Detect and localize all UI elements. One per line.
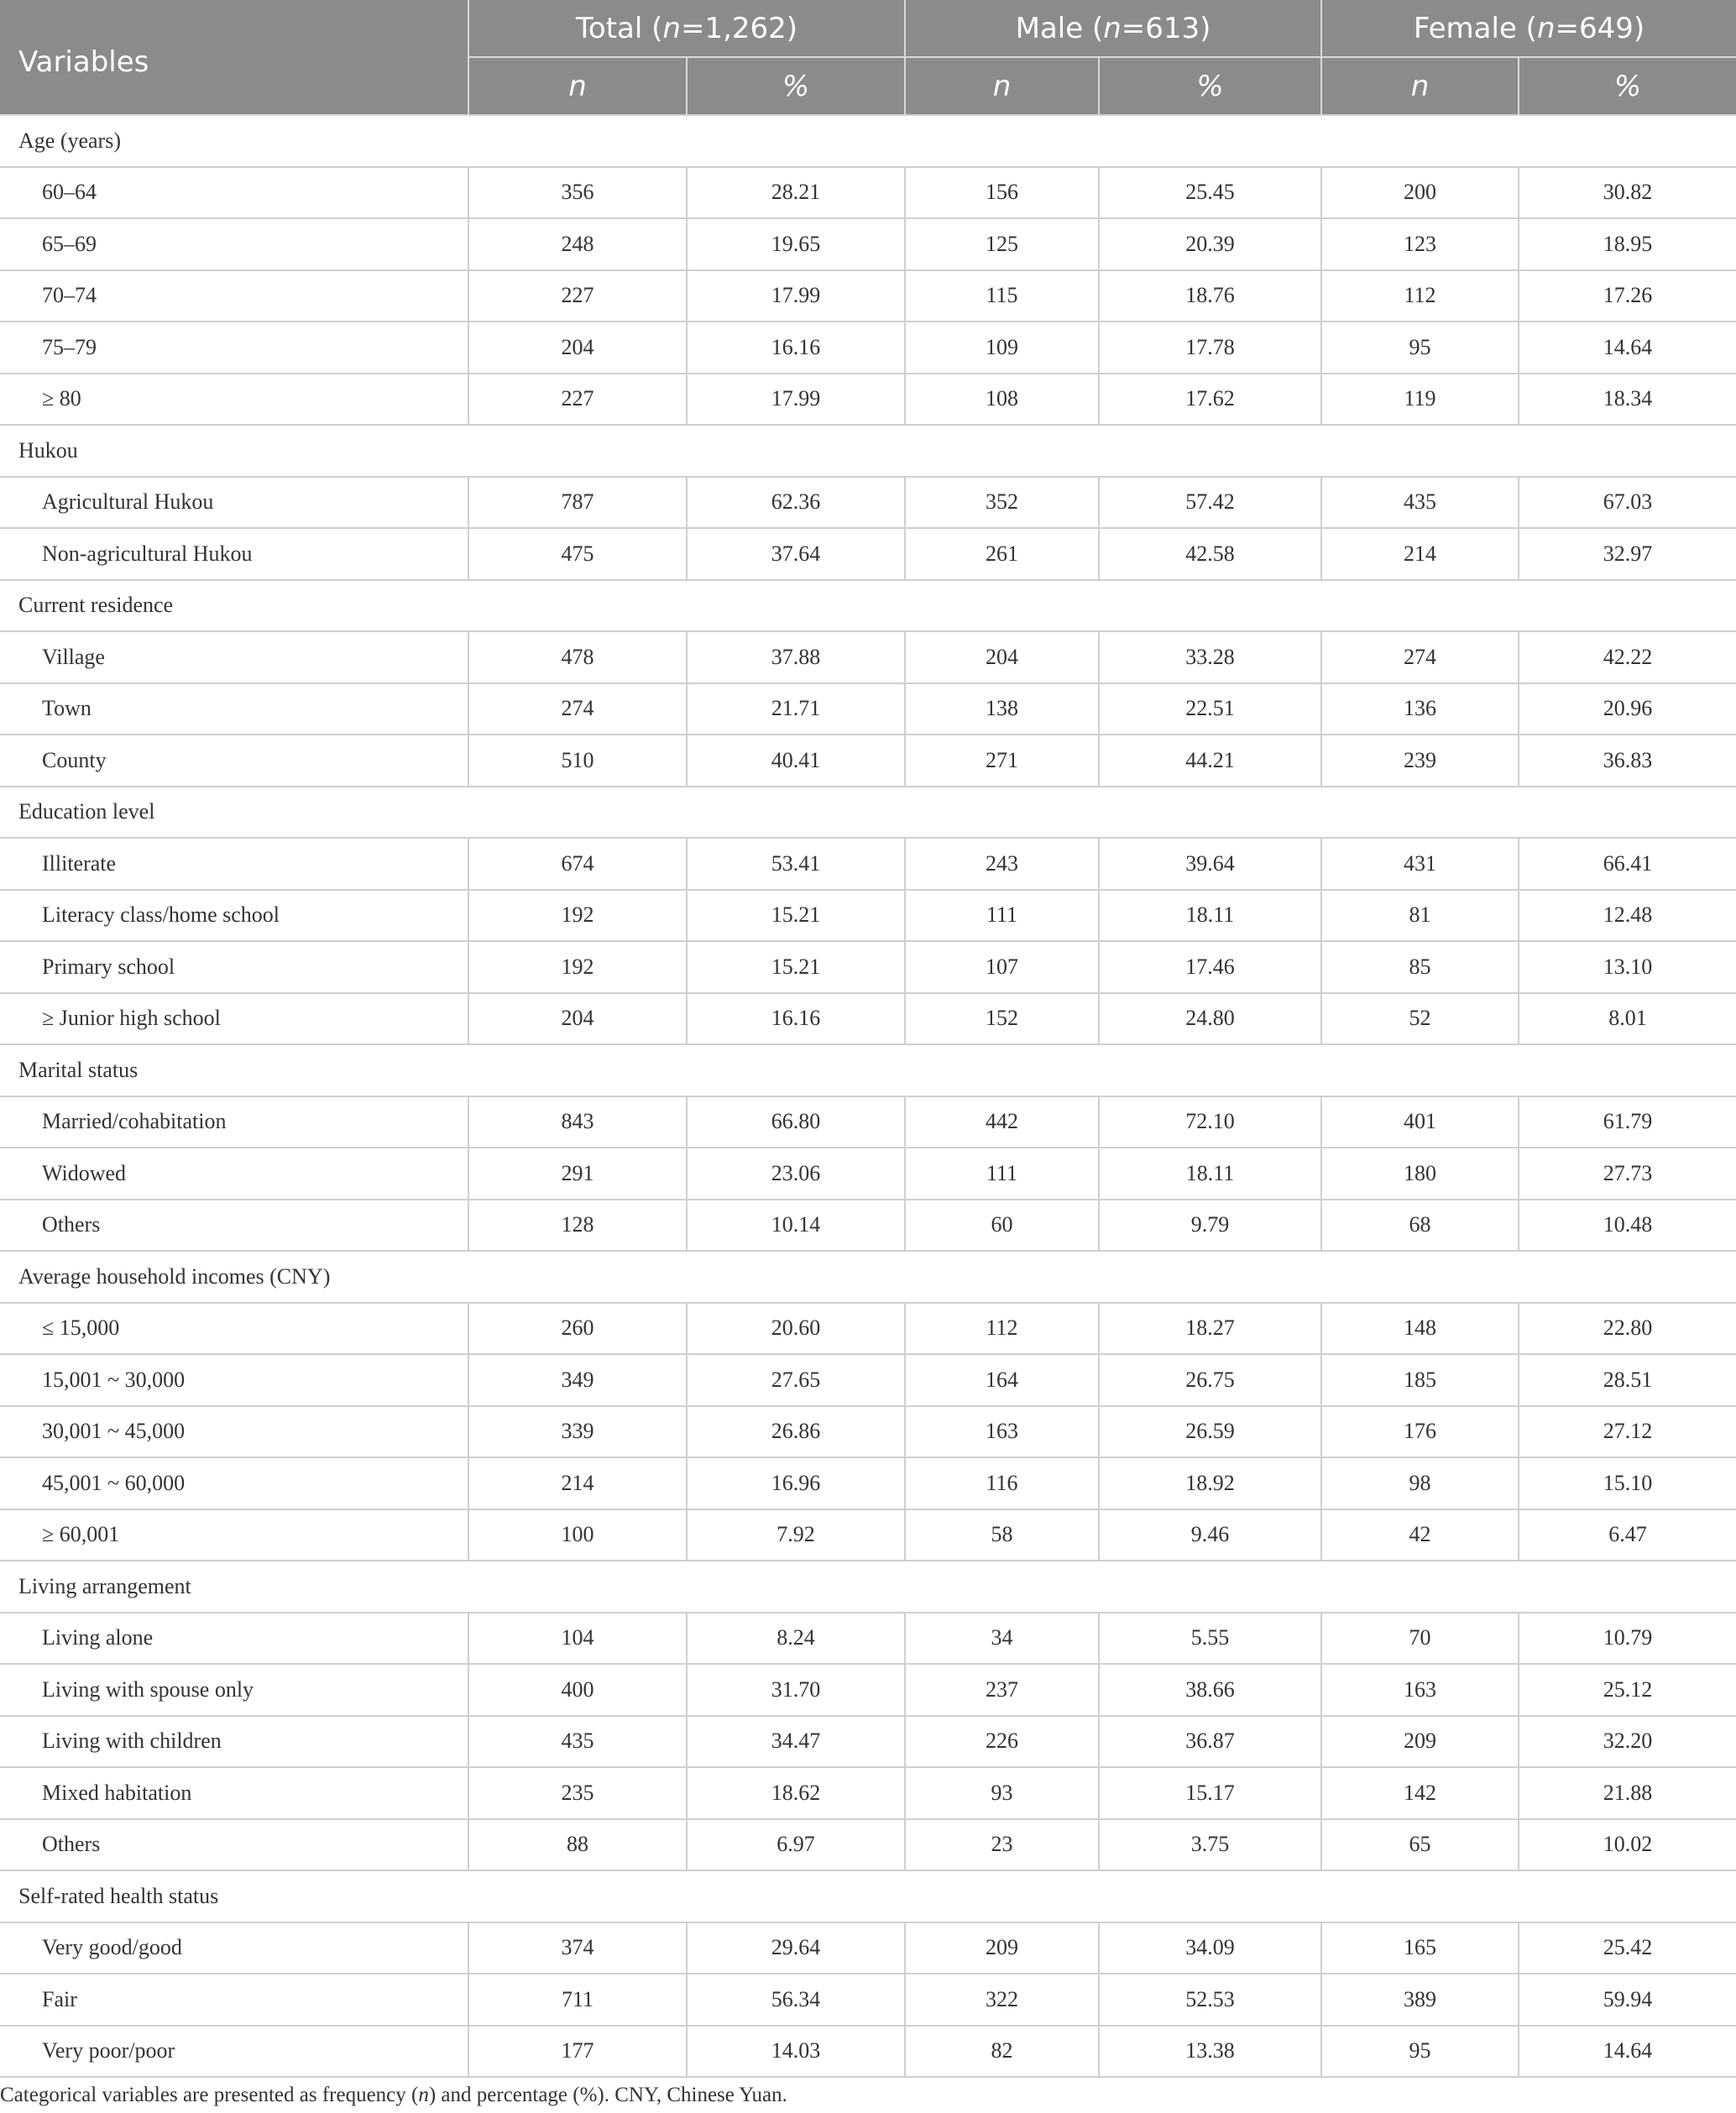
- table-cell: 13.10: [1519, 941, 1736, 993]
- table-row: [0, 1148, 1736, 1200]
- table-cell: 22.80: [1519, 1303, 1736, 1355]
- table-cell: 61.79: [1519, 1096, 1736, 1148]
- subheader-male-n: n: [905, 57, 1099, 115]
- table-cell: 10.48: [1519, 1200, 1736, 1252]
- row-label: ≥ Junior high school: [0, 993, 468, 1045]
- table-cell: 339: [468, 1406, 687, 1458]
- table-cell: 108: [905, 374, 1099, 426]
- male-header: Male (n=613): [905, 0, 1321, 57]
- row-label: Living with children: [0, 1716, 468, 1768]
- table-cell: 431: [1321, 838, 1519, 890]
- table-cell: 5.55: [1099, 1613, 1321, 1665]
- table-cell: 56.34: [687, 1974, 905, 2026]
- table-cell: 156: [905, 167, 1099, 219]
- table-cell: 243: [905, 838, 1099, 890]
- table-cell: 16.96: [687, 1457, 905, 1509]
- table-row: [0, 1457, 1736, 1509]
- table-cell: 107: [905, 941, 1099, 993]
- table-cell: 19.65: [687, 218, 905, 270]
- table-cell: 20.60: [687, 1303, 905, 1355]
- table-cell: 26.59: [1099, 1406, 1321, 1458]
- row-label: Primary school: [0, 941, 468, 993]
- table-cell: 24.80: [1099, 993, 1321, 1045]
- table-cell: 18.76: [1099, 270, 1321, 322]
- table-cell: 34: [905, 1613, 1099, 1665]
- table-cell: 88: [468, 1819, 687, 1871]
- table-cell: 374: [468, 1922, 687, 1974]
- table-cell: 15.21: [687, 941, 905, 993]
- table-cell: 115: [905, 270, 1099, 322]
- subheader-male-pct: %: [1099, 57, 1321, 115]
- section-row: [0, 1870, 1736, 1922]
- table-cell: 9.46: [1099, 1509, 1321, 1561]
- table-row: [0, 1922, 1736, 1974]
- table-cell: 152: [905, 993, 1099, 1045]
- row-label: 70–74: [0, 270, 468, 322]
- table-cell: 32.20: [1519, 1716, 1736, 1768]
- table-cell: 34.09: [1099, 1922, 1321, 1974]
- table-cell: 3.75: [1099, 1819, 1321, 1871]
- table-cell: 104: [468, 1613, 687, 1665]
- table-cell: 227: [468, 270, 687, 322]
- row-label: Widowed: [0, 1148, 468, 1200]
- table-cell: 111: [905, 1148, 1099, 1200]
- table-cell: 9.79: [1099, 1200, 1321, 1252]
- table-row: [0, 270, 1736, 322]
- table-cell: 10.02: [1519, 1819, 1736, 1871]
- table-cell: 111: [905, 890, 1099, 942]
- table-cell: 82: [905, 2026, 1099, 2078]
- table-cell: 843: [468, 1096, 687, 1148]
- row-label: Very good/good: [0, 1922, 468, 1974]
- table-cell: 165: [1321, 1922, 1519, 1974]
- table-cell: 510: [468, 735, 687, 787]
- row-label: Illiterate: [0, 838, 468, 890]
- table-row: [0, 1974, 1736, 2026]
- table-cell: 23: [905, 1819, 1099, 1871]
- table-cell: 25.12: [1519, 1664, 1736, 1716]
- table-row: [0, 683, 1736, 735]
- row-label: 15,001 ~ 30,000: [0, 1354, 468, 1406]
- subheader-total-n: n: [468, 57, 687, 115]
- table-cell: 100: [468, 1509, 687, 1561]
- table-cell: 18.34: [1519, 374, 1736, 426]
- table-cell: 67.03: [1519, 477, 1736, 529]
- table-cell: 15.21: [687, 890, 905, 942]
- table-cell: 42.22: [1519, 631, 1736, 683]
- table-cell: 136: [1321, 683, 1519, 735]
- table-cell: 81: [1321, 890, 1519, 942]
- table-cell: 95: [1321, 322, 1519, 374]
- table-cell: 21.88: [1519, 1767, 1736, 1819]
- table-cell: 10.79: [1519, 1613, 1736, 1665]
- table-cell: 22.51: [1099, 683, 1321, 735]
- table-cell: 15.17: [1099, 1767, 1321, 1819]
- table-row: [0, 1767, 1736, 1819]
- section-row: [0, 425, 1736, 477]
- table-cell: 128: [468, 1200, 687, 1252]
- section-title: Average household incomes (CNY): [0, 1251, 1736, 1303]
- table-cell: 177: [468, 2026, 687, 2078]
- row-label: County: [0, 735, 468, 787]
- table-cell: 68: [1321, 1200, 1519, 1252]
- table-cell: 176: [1321, 1406, 1519, 1458]
- table-cell: 204: [468, 993, 687, 1045]
- table-cell: 478: [468, 631, 687, 683]
- table-cell: 15.10: [1519, 1457, 1736, 1509]
- table-cell: 17.26: [1519, 270, 1736, 322]
- section-title: Living arrangement: [0, 1561, 1736, 1613]
- table-cell: 26.86: [687, 1406, 905, 1458]
- table-row: [0, 1509, 1736, 1561]
- table-cell: 59.94: [1519, 1974, 1736, 2026]
- table-cell: 12.48: [1519, 890, 1736, 942]
- table-cell: 40.41: [687, 735, 905, 787]
- table-cell: 123: [1321, 218, 1519, 270]
- table-cell: 17.99: [687, 270, 905, 322]
- section-row: [0, 580, 1736, 632]
- table-row: [0, 1819, 1736, 1871]
- table-cell: 164: [905, 1354, 1099, 1406]
- table-cell: 65: [1321, 1819, 1519, 1871]
- table-cell: 23.06: [687, 1148, 905, 1200]
- table-cell: 112: [1321, 270, 1519, 322]
- table-cell: 16.16: [687, 322, 905, 374]
- table-cell: 18.11: [1099, 1148, 1321, 1200]
- table-cell: 85: [1321, 941, 1519, 993]
- table-row: [0, 941, 1736, 993]
- section-title: Self-rated health status: [0, 1870, 1736, 1922]
- table-body: [0, 115, 1736, 2077]
- table-cell: 356: [468, 167, 687, 219]
- table-row: [0, 993, 1736, 1045]
- row-label: Very poor/poor: [0, 2026, 468, 2078]
- table-cell: 204: [905, 631, 1099, 683]
- table-row: [0, 477, 1736, 529]
- table-cell: 109: [905, 322, 1099, 374]
- table-cell: 248: [468, 218, 687, 270]
- table-cell: 14.64: [1519, 322, 1736, 374]
- table-cell: 30.82: [1519, 167, 1736, 219]
- table-cell: 401: [1321, 1096, 1519, 1148]
- row-label: Fair: [0, 1974, 468, 2026]
- row-label: Mixed habitation: [0, 1767, 468, 1819]
- total-header: Total (n=1,262): [468, 0, 905, 57]
- table-cell: 352: [905, 477, 1099, 529]
- table-cell: 674: [468, 838, 687, 890]
- table-cell: 274: [468, 683, 687, 735]
- table-cell: 28.51: [1519, 1354, 1736, 1406]
- table-cell: 95: [1321, 2026, 1519, 2078]
- table-cell: 14.03: [687, 2026, 905, 2078]
- table-cell: 389: [1321, 1974, 1519, 2026]
- table-row: [0, 1303, 1736, 1355]
- table-cell: 17.78: [1099, 322, 1321, 374]
- variables-header: Variables: [0, 0, 468, 115]
- section-title: Hukou: [0, 425, 1736, 477]
- table-cell: 125: [905, 218, 1099, 270]
- table-cell: 237: [905, 1664, 1099, 1716]
- row-label: Town: [0, 683, 468, 735]
- table-cell: 260: [468, 1303, 687, 1355]
- section-row: [0, 1044, 1736, 1096]
- table-cell: 27.65: [687, 1354, 905, 1406]
- section-title: Marital status: [0, 1044, 1736, 1096]
- subheader-female-n: n: [1321, 57, 1519, 115]
- table-cell: 29.64: [687, 1922, 905, 1974]
- table-cell: 291: [468, 1148, 687, 1200]
- row-label: 30,001 ~ 45,000: [0, 1406, 468, 1458]
- table-cell: 435: [1321, 477, 1519, 529]
- row-label: Living alone: [0, 1613, 468, 1665]
- table-cell: 226: [905, 1716, 1099, 1768]
- table-cell: 66.41: [1519, 838, 1736, 890]
- table-cell: 28.21: [687, 167, 905, 219]
- table-row: [0, 1354, 1736, 1406]
- row-label: Others: [0, 1200, 468, 1252]
- table-row: [0, 735, 1736, 787]
- table-cell: 25.45: [1099, 167, 1321, 219]
- table-cell: 25.42: [1519, 1922, 1736, 1974]
- table-cell: 180: [1321, 1148, 1519, 1200]
- table-cell: 271: [905, 735, 1099, 787]
- row-label: 65–69: [0, 218, 468, 270]
- table-cell: 26.75: [1099, 1354, 1321, 1406]
- table-cell: 116: [905, 1457, 1099, 1509]
- table-row: [0, 528, 1736, 580]
- row-label: Others: [0, 1819, 468, 1871]
- row-label: 60–64: [0, 167, 468, 219]
- table-cell: 349: [468, 1354, 687, 1406]
- table-row: [0, 322, 1736, 374]
- table-cell: 192: [468, 941, 687, 993]
- table-cell: 57.42: [1099, 477, 1321, 529]
- table-cell: 261: [905, 528, 1099, 580]
- table-row: [0, 218, 1736, 270]
- table-cell: 42: [1321, 1509, 1519, 1561]
- subheader-total-pct: %: [687, 57, 905, 115]
- table-cell: 400: [468, 1664, 687, 1716]
- row-label: ≥ 60,001: [0, 1509, 468, 1561]
- table-cell: 475: [468, 528, 687, 580]
- table-row: [0, 1096, 1736, 1148]
- table-cell: 42.58: [1099, 528, 1321, 580]
- table-cell: 138: [905, 683, 1099, 735]
- section-row: [0, 787, 1736, 839]
- section-row: [0, 1251, 1736, 1303]
- table-cell: 239: [1321, 735, 1519, 787]
- subheader-female-pct: %: [1519, 57, 1736, 115]
- table-cell: 200: [1321, 167, 1519, 219]
- table-row: [0, 1613, 1736, 1665]
- table-cell: 20.39: [1099, 218, 1321, 270]
- table-cell: 16.16: [687, 993, 905, 1045]
- table-cell: 34.47: [687, 1716, 905, 1768]
- table-cell: 27.12: [1519, 1406, 1736, 1458]
- table-cell: 14.64: [1519, 2026, 1736, 2078]
- table-cell: 37.64: [687, 528, 905, 580]
- table-cell: 18.27: [1099, 1303, 1321, 1355]
- table-cell: 185: [1321, 1354, 1519, 1406]
- table-cell: 192: [468, 890, 687, 942]
- table-cell: 112: [905, 1303, 1099, 1355]
- table-cell: 711: [468, 1974, 687, 2026]
- table-cell: 435: [468, 1716, 687, 1768]
- row-label: ≥ 80: [0, 374, 468, 426]
- table-cell: 209: [1321, 1716, 1519, 1768]
- table-row: [0, 1716, 1736, 1768]
- table-cell: 33.28: [1099, 631, 1321, 683]
- table-cell: 39.64: [1099, 838, 1321, 890]
- table-cell: 52.53: [1099, 1974, 1321, 2026]
- table-cell: 235: [468, 1767, 687, 1819]
- table-cell: 62.36: [687, 477, 905, 529]
- row-label: ≤ 15,000: [0, 1303, 468, 1355]
- table-cell: 17.99: [687, 374, 905, 426]
- table-cell: 18.62: [687, 1767, 905, 1819]
- table-cell: 227: [468, 374, 687, 426]
- table-row: [0, 890, 1736, 942]
- table-cell: 20.96: [1519, 683, 1736, 735]
- table-row: [0, 374, 1736, 426]
- table-cell: 148: [1321, 1303, 1519, 1355]
- table-cell: 32.97: [1519, 528, 1736, 580]
- table-cell: 13.38: [1099, 2026, 1321, 2078]
- table-cell: 209: [905, 1922, 1099, 1974]
- section-title: Current residence: [0, 580, 1736, 632]
- table-cell: 17.62: [1099, 374, 1321, 426]
- table-cell: 44.21: [1099, 735, 1321, 787]
- table-cell: 36.87: [1099, 1716, 1321, 1768]
- section-row: [0, 115, 1736, 167]
- table-cell: 66.80: [687, 1096, 905, 1148]
- table-cell: 787: [468, 477, 687, 529]
- table-cell: 52: [1321, 993, 1519, 1045]
- section-title: Age (years): [0, 115, 1736, 167]
- table-cell: 163: [1321, 1664, 1519, 1716]
- table-cell: 204: [468, 322, 687, 374]
- table-cell: 60: [905, 1200, 1099, 1252]
- table-header: [0, 0, 1736, 115]
- table-cell: 214: [1321, 528, 1519, 580]
- table-row: [0, 1406, 1736, 1458]
- table-cell: 7.92: [687, 1509, 905, 1561]
- row-label: Married/cohabitation: [0, 1096, 468, 1148]
- section-row: [0, 1561, 1736, 1613]
- table-cell: 214: [468, 1457, 687, 1509]
- table-cell: 98: [1321, 1457, 1519, 1509]
- table-cell: 18.11: [1099, 890, 1321, 942]
- table-cell: 21.71: [687, 683, 905, 735]
- table-cell: 93: [905, 1767, 1099, 1819]
- section-title: Education level: [0, 787, 1736, 839]
- table-cell: 8.24: [687, 1613, 905, 1665]
- table-cell: 442: [905, 1096, 1099, 1148]
- table-cell: 36.83: [1519, 735, 1736, 787]
- row-label: Living with spouse only: [0, 1664, 468, 1716]
- table-cell: 119: [1321, 374, 1519, 426]
- row-label: 45,001 ~ 60,000: [0, 1457, 468, 1509]
- table-cell: 6.97: [687, 1819, 905, 1871]
- row-label: Village: [0, 631, 468, 683]
- table-cell: 27.73: [1519, 1148, 1736, 1200]
- table-cell: 37.88: [687, 631, 905, 683]
- table-cell: 70: [1321, 1613, 1519, 1665]
- row-label: Agricultural Hukou: [0, 477, 468, 529]
- table-cell: 18.95: [1519, 218, 1736, 270]
- table-cell: 31.70: [687, 1664, 905, 1716]
- table-row: [0, 1664, 1736, 1716]
- table-cell: 38.66: [1099, 1664, 1321, 1716]
- table-cell: 58: [905, 1509, 1099, 1561]
- row-label: 75–79: [0, 322, 468, 374]
- table-row: [0, 838, 1736, 890]
- row-label: Non-agricultural Hukou: [0, 528, 468, 580]
- table-row: [0, 1200, 1736, 1252]
- table-cell: 142: [1321, 1767, 1519, 1819]
- table-cell: 6.47: [1519, 1509, 1736, 1561]
- table-row: [0, 631, 1736, 683]
- table-row: [0, 167, 1736, 219]
- table-row: [0, 2026, 1736, 2078]
- table-cell: 322: [905, 1974, 1099, 2026]
- table-cell: 163: [905, 1406, 1099, 1458]
- table-cell: 274: [1321, 631, 1519, 683]
- table-cell: 72.10: [1099, 1096, 1321, 1148]
- female-header: Female (n=649): [1321, 0, 1736, 57]
- row-label: Literacy class/home school: [0, 890, 468, 942]
- table-cell: 53.41: [687, 838, 905, 890]
- table-cell: 17.46: [1099, 941, 1321, 993]
- table-footnote: Categorical variables are presented as frequency (n) and percentage (%). CNY, Chinese Yuan.: [0, 2084, 787, 2106]
- table-cell: 8.01: [1519, 993, 1736, 1045]
- table-cell: 10.14: [687, 1200, 905, 1252]
- table-cell: 18.92: [1099, 1457, 1321, 1509]
